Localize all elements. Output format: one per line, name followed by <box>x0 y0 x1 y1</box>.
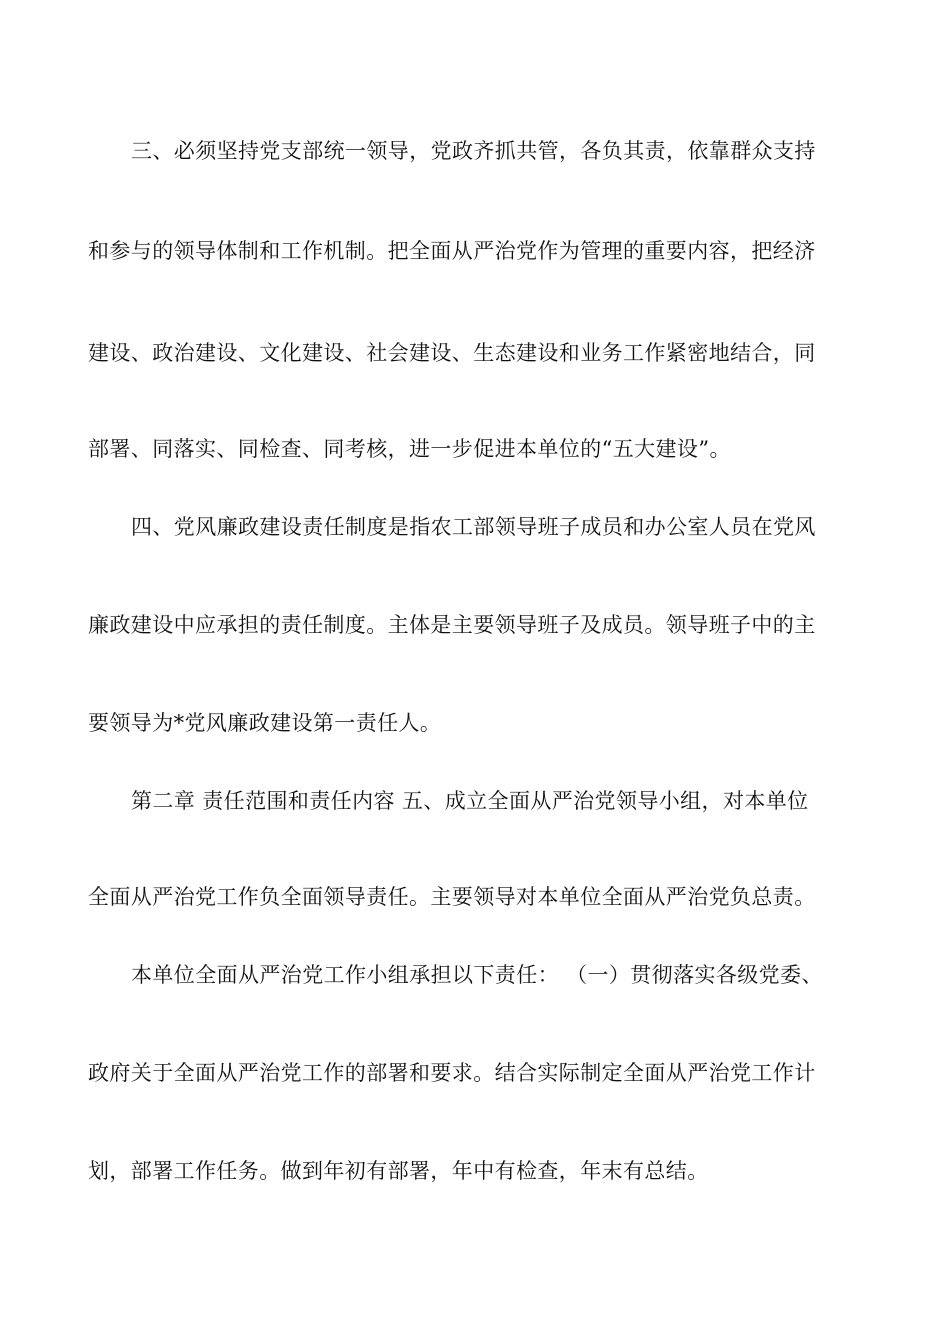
text-line: 部署、同落实、同检查、同考核，进一步促进本单位的“五大建设”。 <box>88 437 731 461</box>
text-line: 划，部署工作任务。做到年初有部署，年中有检查，年末有总结。 <box>88 1159 709 1183</box>
text-line: 和参与的领导体制和工作机制。把全面从严治党作为管理的重要内容，把经济 <box>88 239 816 263</box>
text-line: 要领导为*党风廉政建设第一责任人。 <box>88 711 442 735</box>
text-line: 政府关于全面从严治党工作的部署和要求。结合实际制定全面从严治党工作计 <box>88 1061 816 1085</box>
text-line: 三、必须坚持党支部统一领导，党政齐抓共管，各负其责，依靠群众支持 <box>131 139 816 163</box>
text-line: 全面从严治党工作负全面领导责任。主要领导对本单位全面从严治党负总责。 <box>88 885 816 909</box>
text-line: 建设、政治建设、文化建设、社会建设、生态建设和业务工作紧密地结合，同 <box>88 341 816 365</box>
text-line: 四、党风廉政建设责任制度是指农工部领导班子成员和办公室人员在党风 <box>131 515 816 539</box>
text-line: 本单位全面从严治党工作小组承担以下责任： （一）贯彻落实各级党委、 <box>131 963 823 987</box>
text-line: 第二章 责任范围和责任内容 五、成立全面从严治党领导小组，对本单位 <box>131 789 809 813</box>
text-line: 廉政建设中应承担的责任制度。主体是主要领导班子及成员。领导班子中的主 <box>88 613 816 637</box>
